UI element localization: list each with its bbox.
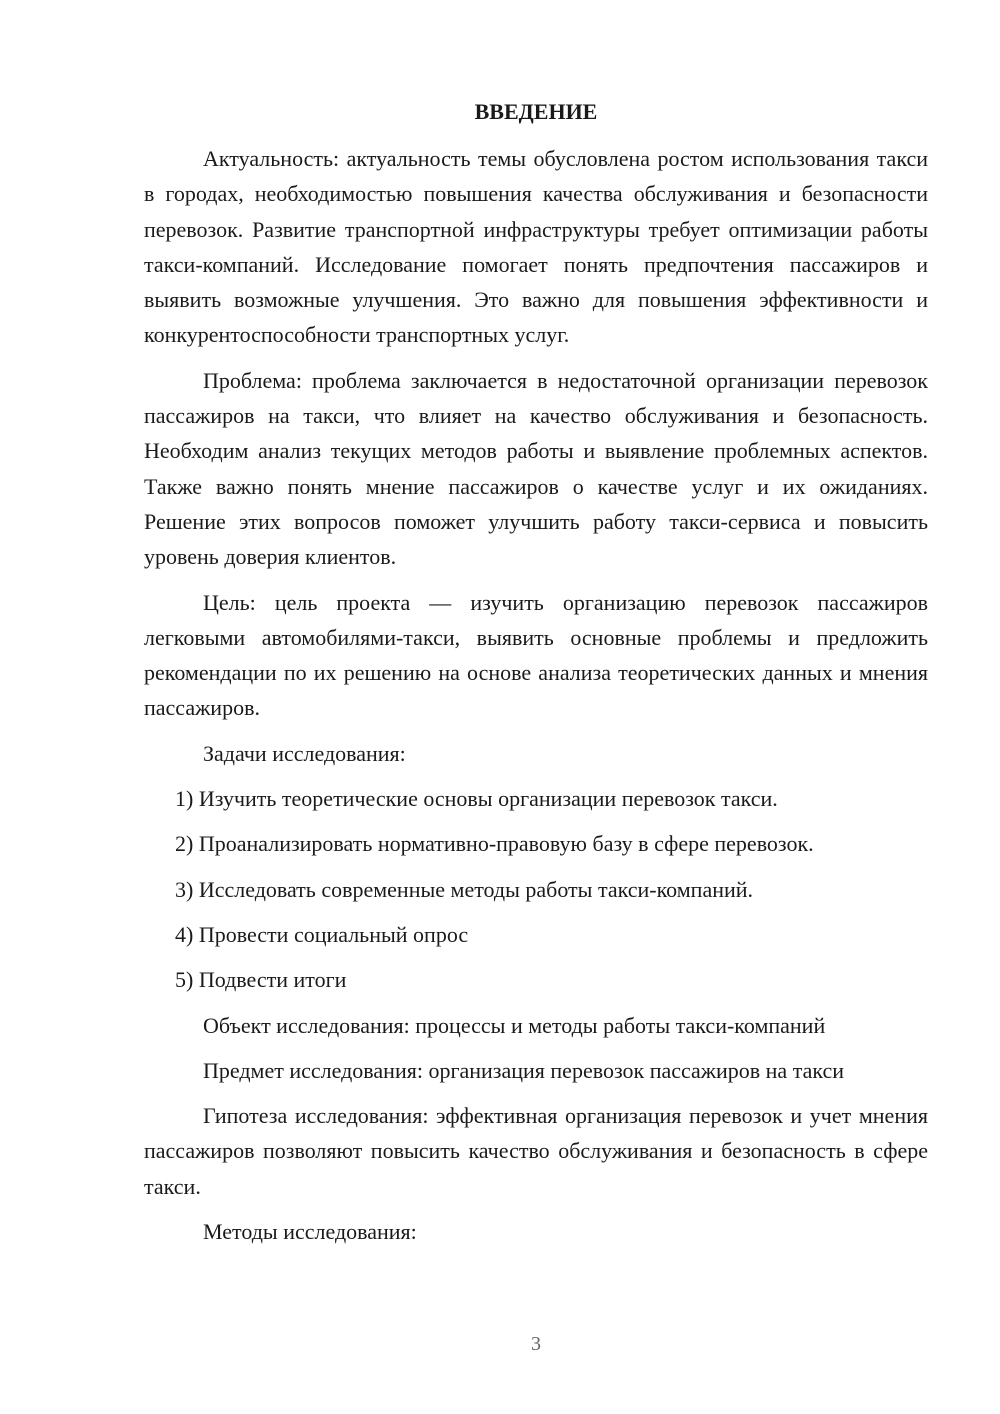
relevance-paragraph: Актуальность: актуальность темы обусловлена ростом использования такси в городах, необходимостью повышения качества обслуживания и безопасности перевозок. Развитие транспортной инфраструктуры требует оптимизации работы такси-компаний. Исследование помогает понять предпочтения пассажиров и выявить возможные улучшения. Это важно для повышения эффективности и конкурентоспособности транспортных услуг. [144,146,928,348]
task-item: 3) Исследовать современные методы работы такси-компаний. [175,876,754,902]
tasks-list [144,781,928,997]
task-item: 4) Провести социальный опрос [175,921,469,947]
object-paragraph: Объект исследования: процессы и методы работы такси-компаний [203,1012,826,1038]
task-item: 5) Подвести итоги [175,967,347,993]
methods-title: Методы исследования: [203,1219,417,1245]
task-item: 2) Проанализировать нормативно-правовую базу в сфере перевозок. [175,831,814,857]
tasks-title: Задачи исследования: [203,740,406,766]
problem-paragraph: Проблема: проблема заключается в недостаточной организации перевозок пассажиров на такси, что влияет на качество обслуживания и безопасность. Необходим анализ текущих методов работы и выявление проблемных аспектов. Также важно понять мнение пассажиров о качестве услуг и их ожиданиях. Решение этих вопросов поможет улучшить работу такси-сервиса и повысить уровень доверия клиентов. [144,367,928,570]
section-heading: ВВЕДЕНИЕ [474,99,598,124]
hypothesis-paragraph: Гипотеза исследования: эффективная организация перевозок и учет мнения пассажиров позволяют повысить качество обслуживания и безопасность в сфере такси. [144,1103,928,1199]
task-item: 1) Изучить теоретические основы организации перевозок такси. [175,786,778,812]
page-number: 3 [531,1333,541,1355]
goal-paragraph: Цель: цель проекта — изучить организацию перевозок пассажиров легковыми автомобилями-такси, выявить основные проблемы и предложить рекомендации по их решению на основе анализа теоретических данных и мнения пассажиров. [144,589,928,721]
page-content [144,94,928,1249]
subject-paragraph: Предмет исследования: организация перевозок пассажиров на такси [203,1057,845,1083]
